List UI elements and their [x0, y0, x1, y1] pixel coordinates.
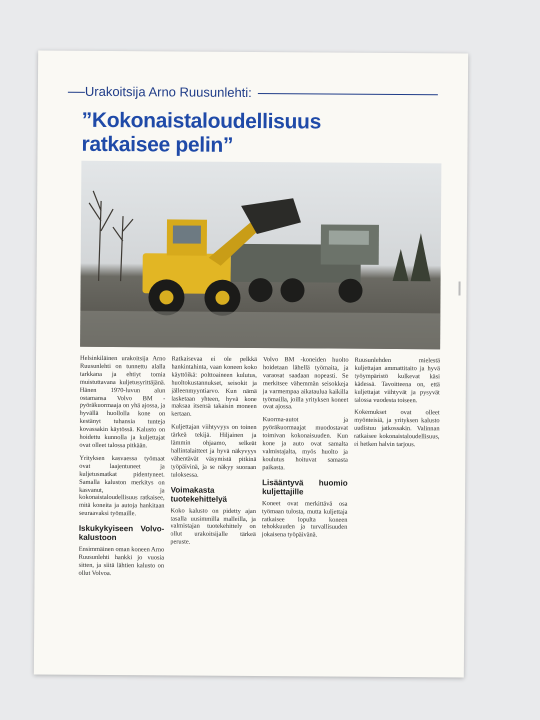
paragraph: Koko kalusto on pidetty ajan tasalla uusimmilla malleilla, ja valmistajan tuotekehittely on ollut urakoitsijalle tärkeä peruste.	[170, 507, 256, 546]
binding-mark	[458, 281, 460, 295]
headline-line-2: ratkaisee pelin”	[81, 132, 234, 157]
article-headline	[81, 109, 421, 159]
paragraph: Ruusunlehden mielestä kuljettajan ammattitaito ja hyvä työympäristö kulkevat käsi kädessä. Tavoitteena on, että kuljettajat viihtyvät ja pysyvät talossa vuodesta toiseen.	[354, 356, 441, 404]
paragraph: Helsinkiläinen urakoitsija Arno Ruusunlehti on tunnettu alalla tarkkana ja ehtiyt tomia muistuttavana kuljetusyrittäjänä. Hänen 1970-luvun alun ostamansa Volvo BM -pyöräkuormaaja on yhä ajossa, ja hyvällä huollolla kone on kestänyt tuhansia tunteja kovassakin käytössä. Kalusto on hoidettu kunnolla ja kuljettajat ovat olleet talossa pitkään.	[79, 354, 166, 450]
text-column-3	[261, 356, 349, 657]
magazine-page	[34, 51, 468, 678]
subheading: Iskukykyiseen Volvo-kalustoon	[78, 523, 165, 543]
subheading: Voimakasta tuotekehittelyä	[170, 485, 228, 504]
paragraph: Kuljettajan viihtyvyys on toinen tärkeä tekijä. Hiljainen ja lämmin ohjaamo, selkeät hallintalaitteet ja hyvä näkyvyys vähentävät väsymistä pitkinä työpäivinä, ja se näkyy suoraan tuloksessa.	[170, 423, 257, 479]
photo-illustration	[80, 161, 441, 350]
paragraph: Koneet ovat merkittävä osa työmaan tulosta, mutta kuljettaja ratkaisee lopulta koneen tehokkuuden ja turvallisuuden jokaisena työpäivänä.	[261, 499, 348, 539]
paragraph: Kuorma-autot ja pyöräkuormaajat muodostavat toimivan kokonaisuuden. Kun kone ja auto ovat samalta valmistajalta, myös huolto ja koulutus hoituvat samasta paikasta.	[262, 416, 349, 472]
trees-right	[393, 233, 431, 281]
subheading: Lisääntyvä huomio kuljettajille	[262, 477, 348, 497]
paragraph: Kokemukset ovat olleet myönteisiä, ja yrityksen kalusto uudistuu jatkossakin. Valinnan ratkaisee kokonaistaloudellisuus, ei hetken halvin tarjous.	[353, 409, 440, 449]
paragraph: Volvo BM -koneiden huolto hoidetaan lähellä työmaita, ja varaosat saadaan nopeasti. Se merkitsee vähemmän seisokkeja ja varmempaa aikataulua kaikilla työmailla, joilla yrityksen koneet ovat ajossa.	[262, 356, 349, 411]
headline-line-1: ”Kokonaistaloudellisuus	[81, 108, 322, 134]
trees-left	[89, 191, 134, 281]
paragraph: Yrityksen kasvaessa työmaat ovat laajentuneet ja kuljetusmatkat pidentyneet. Samalla kaluston merkitys on kasvanut, ja kokonaistaloudellisuus ratkaisee, mitä koneita ja autoja hankitaan seuraavaksi työmaille.	[78, 454, 165, 518]
article-body	[78, 355, 440, 658]
paragraph: Ensimmäinen oman koneen Arno Ruusunlehti hankki jo vuosia sitten, ja siitä lähtien kalusto on ollut Volvoa.	[78, 545, 165, 577]
paragraph: Ratkaisevaa ei ole pelkkä hankintahinta, vaan koneen koko käyttöikä: polttoaineen kulutus, huoltokustannukset, seisokit ja jälleenmyyntiarvo. Kun nämä lasketaan yhteen, hyvä kone maksaa itsensä takaisin moneen kertaan.	[171, 355, 258, 418]
article-eyebrow: Urakoitsija Arno Ruusunlehti:	[85, 84, 258, 100]
article-photo	[80, 161, 441, 350]
text-column-4	[352, 357, 440, 658]
text-column-2	[169, 355, 257, 656]
text-column-1	[78, 355, 166, 656]
